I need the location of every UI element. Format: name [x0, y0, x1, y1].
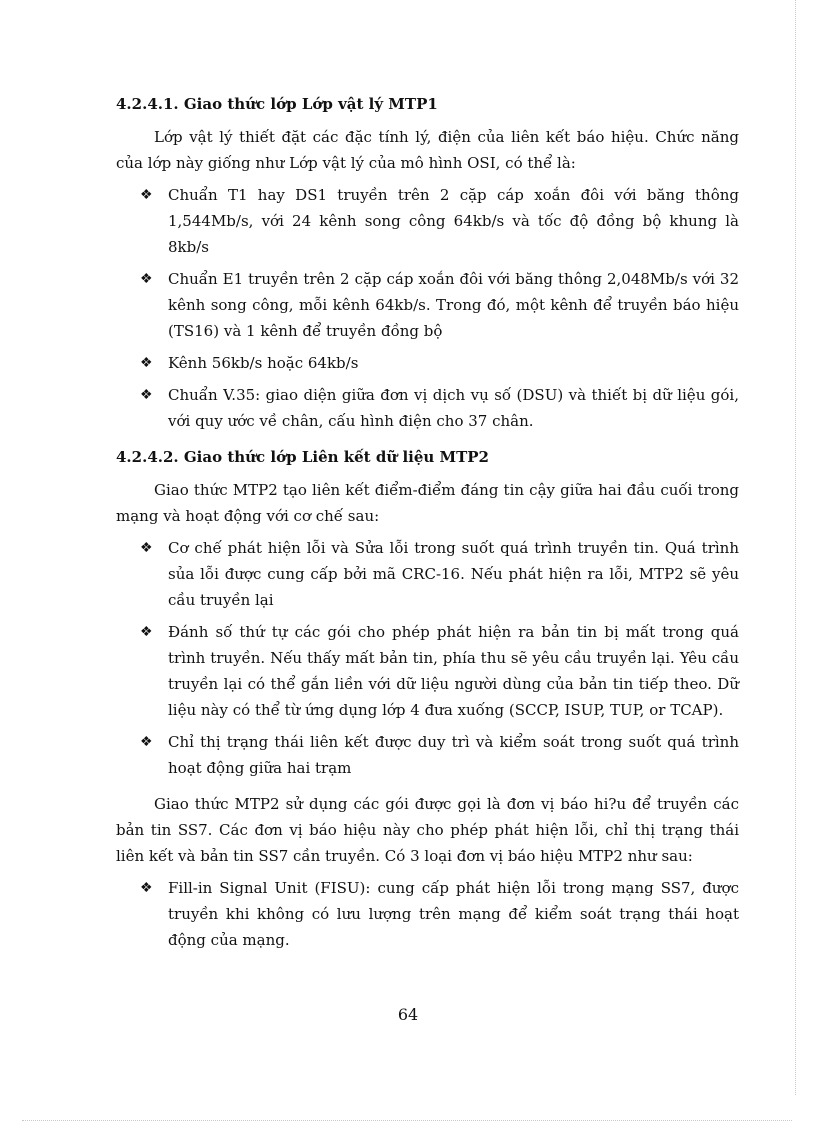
section-heading-mtp1: 4.2.4.1. Giao thức lớp Lớp vật lý MTP1 [116, 95, 438, 113]
four-diamond-bullet-icon: ❖ [140, 271, 153, 287]
section-intro-mtp1: Lớp vật lý thiết đặt các đặc tính lý, điện của liên kết báo hiệu. Chức năng của lớp này giống như Lớp vật lý của mô hình OSI, có thể là: [116, 128, 739, 172]
four-diamond-bullet-icon: ❖ [140, 187, 153, 203]
list-item [116, 535, 739, 613]
list-item [116, 619, 739, 723]
list-item [116, 266, 739, 344]
four-diamond-bullet-icon: ❖ [140, 387, 153, 403]
list-item-text: Đánh số thứ tự các gói cho phép phát hiện ra bản tin bị mất trong quá trình truyền. Nếu thấy mất bản tin, phía thu sẽ yêu cầu truyền lại. Yêu cầu truyền lại có thể gắn liền với dữ liệu người dùng của bản tin tiếp theo. Dữ liệu này có thể từ ứng dụng lớp 4 đưa xuống (SCCP, ISUP, TUP, or TCAP). [168, 623, 739, 719]
page-number: 64 [397, 1005, 419, 1024]
section-intro-mtp2: Giao thức MTP2 tạo liên kết điểm-điểm đáng tin cậy giữa hai đầu cuối trong mạng và hoạt động với cơ chế sau: [116, 481, 739, 525]
four-diamond-bullet-icon: ❖ [140, 540, 153, 556]
four-diamond-bullet-icon: ❖ [140, 355, 153, 371]
four-diamond-bullet-icon: ❖ [140, 734, 153, 750]
list-item-text: Kênh 56kb/s hoặc 64kb/s [168, 354, 359, 372]
list-item [116, 729, 739, 781]
list-item-text: Chuẩn V.35: giao diện giữa đơn vị dịch vụ số (DSU) và thiết bị dữ liệu gói, với quy ước về chân, cấu hình điện cho 37 chân. [168, 386, 739, 430]
page-content [116, 94, 739, 953]
page-border-right [795, 0, 796, 1095]
bullet-list-mtp2 [116, 535, 739, 781]
bullet-list-signal-units [116, 875, 739, 953]
bullet-list-mtp1 [116, 182, 739, 434]
section-paragraph-mtp2-units: Giao thức MTP2 sử dụng các gói được gọi là đơn vị báo hi?u để truyền các bản tin SS7. Các đơn vị báo hiệu này cho phép phát hiện lỗi, chỉ thị trạng thái liên kết và bản tin SS7 cần truyền. Có 3 loại đơn vị báo hiệu MTP2 như sau: [116, 795, 739, 865]
list-item [116, 182, 739, 260]
page-border-bottom [22, 1120, 792, 1121]
list-item-text: Fill-in Signal Unit (FISU): cung cấp phát hiện lỗi trong mạng SS7, được truyền khi không có lưu lượng trên mạng để kiểm soát trạng thái hoạt động của mạng. [168, 879, 739, 949]
list-item-text: Chỉ thị trạng thái liên kết được duy trì và kiểm soát trong suốt quá trình hoạt động giữa hai trạm [168, 733, 739, 777]
four-diamond-bullet-icon: ❖ [140, 624, 153, 640]
list-item-text: Cơ chế phát hiện lỗi và Sửa lỗi trong suốt quá trình truyền tin. Quá trình sủa lỗi được cung cấp bởi mã CRC-16. Nếu phát hiện ra lỗi, MTP2 sẽ yêu cầu truyền lại [168, 539, 739, 609]
list-item-text: Chuẩn E1 truyền trên 2 cặp cáp xoắn đôi với băng thông 2,048Mb/s với 32 kênh song công, mỗi kênh 64kb/s. Trong đó, một kênh để truyền báo hiệu (TS16) và 1 kênh để truyền đồng bộ [168, 270, 739, 340]
list-item [116, 350, 739, 376]
four-diamond-bullet-icon: ❖ [140, 880, 153, 896]
list-item [116, 875, 739, 953]
section-heading-mtp2: 4.2.4.2. Giao thức lớp Liên kết dữ liệu MTP2 [116, 448, 489, 466]
list-item-text: Chuẩn T1 hay DS1 truyền trên 2 cặp cáp xoắn đôi với băng thông 1,544Mb/s, với 24 kênh song công 64kb/s và tốc độ đồng bộ khung là 8kb/s [168, 186, 739, 256]
list-item [116, 382, 739, 434]
